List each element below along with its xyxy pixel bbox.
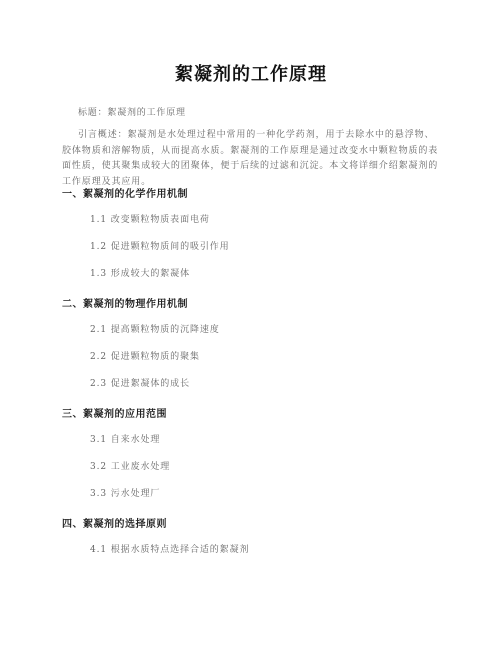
section-1-item-3: 1.3 形成较大的絮凝体 [90, 269, 190, 279]
page-title: 絮凝剂的工作原理 [175, 64, 327, 85]
section-3-item-3: 3.3 污水处理厂 [90, 489, 161, 499]
section-2-item-2: 2.2 促进颗粒物质的聚集 [90, 352, 200, 362]
section-heading-4: 四、絮凝剂的选择原则 [62, 519, 167, 530]
section-1-item-2: 1.2 促进颗粒物质间的吸引作用 [90, 242, 230, 252]
section-3-item-2: 3.2 工业废水处理 [90, 462, 171, 472]
section-heading-3: 三、絮凝剂的应用范围 [62, 409, 167, 420]
section-heading-1: 一、絮凝剂的化学作用机制 [62, 189, 188, 200]
section-1-item-1: 1.1 改变颗粒物质表面电荷 [90, 215, 210, 225]
section-4-item-1: 4.1 根据水质特点选择合适的絮凝剂 [90, 545, 250, 555]
section-2-item-3: 2.3 促进絮凝体的成长 [90, 379, 190, 389]
intro-paragraph: 引言概述：絮凝剂是水处理过程中常用的一种化学药剂，用于去除水中的悬浮物、胶体物质和溶解物质，从而提高水质。絮凝剂的工作原理是通过改变水中颗粒物质的表面性质，使其聚集成较大的团聚体，便于后续的过滤和沉淀。本文将详细介绍絮凝剂的工作原理及其应用。 [62, 130, 439, 187]
section-3-item-1: 3.1 自来水处理 [90, 435, 161, 445]
section-2-item-1: 2.1 提高颗粒物质的沉降速度 [90, 325, 220, 335]
subtitle-line: 标题：絮凝剂的工作原理 [78, 108, 186, 118]
section-heading-2: 二、絮凝剂的物理作用机制 [62, 299, 188, 310]
